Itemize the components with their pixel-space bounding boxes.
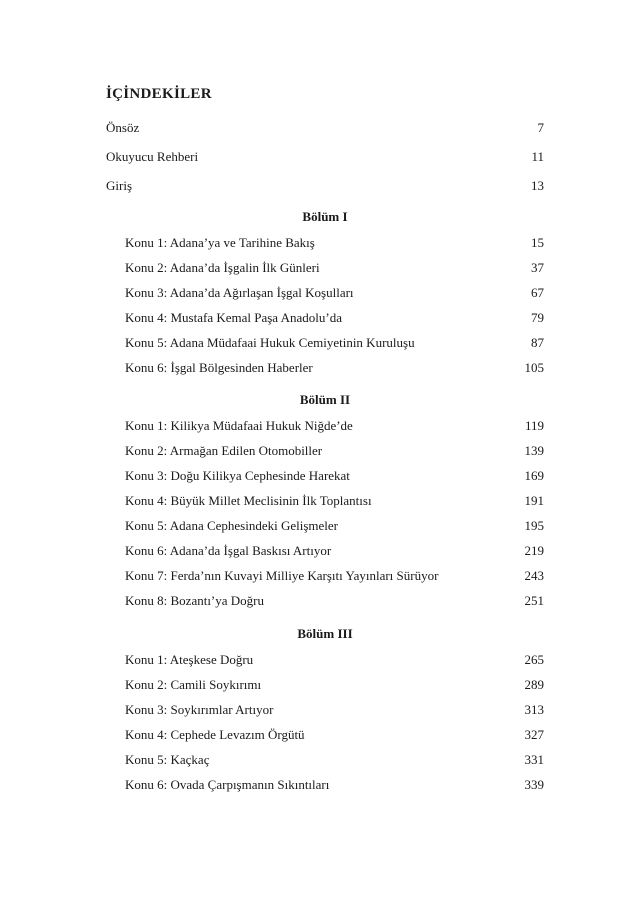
toc-entry-label: Konu 2: Camili Soykırımı bbox=[125, 677, 262, 692]
toc-entry-label: Konu 3: Doğu Kilikya Cephesinde Harekat bbox=[125, 468, 350, 483]
toc-entry[interactable] bbox=[125, 543, 544, 559]
toc-entry[interactable] bbox=[125, 310, 544, 326]
toc-entry-label: Konu 6: Adana’da İşgal Baskısı Artıyor bbox=[125, 543, 332, 558]
toc-entry-label: Konu 1: Kilikya Müdafaai Hukuk Niğde’de bbox=[125, 418, 353, 433]
toc-entry[interactable] bbox=[125, 443, 544, 459]
toc-entry-label: Konu 4: Mustafa Kemal Paşa Anadolu’da bbox=[125, 310, 342, 325]
toc-entry-page: 289 bbox=[524, 677, 544, 692]
toc-entry[interactable] bbox=[125, 493, 544, 509]
section-heading: Bölüm III bbox=[297, 626, 353, 641]
toc-entry-page: 169 bbox=[524, 468, 544, 483]
page-title: İÇİNDEKİLER bbox=[106, 86, 212, 102]
toc-entry-page: 105 bbox=[524, 360, 544, 375]
toc-entry-page: 15 bbox=[531, 235, 544, 250]
toc-entry[interactable] bbox=[125, 777, 544, 793]
toc-entry-label: Konu 4: Cephede Levazım Örgütü bbox=[125, 727, 305, 742]
toc-entry-label: Konu 2: Armağan Edilen Otomobiller bbox=[125, 443, 323, 458]
toc-entry-page: 13 bbox=[531, 178, 544, 193]
toc-entry[interactable] bbox=[125, 360, 544, 376]
toc-entry-label: Konu 5: Adana Cephesindeki Gelişmeler bbox=[125, 518, 339, 533]
toc-entry-label: Konu 5: Kaçkaç bbox=[125, 752, 210, 767]
toc-entry-page: 219 bbox=[524, 543, 544, 558]
toc-entry-page: 331 bbox=[524, 752, 544, 767]
toc-entry-page: 191 bbox=[524, 493, 544, 508]
toc-entry-label: Giriş bbox=[106, 178, 132, 193]
toc-entry[interactable] bbox=[125, 235, 544, 251]
toc-entry-label: Konu 4: Büyük Millet Meclisinin İlk Toplantısı bbox=[125, 493, 372, 508]
toc-entry-page: 37 bbox=[531, 260, 544, 275]
toc-entry[interactable] bbox=[125, 652, 544, 668]
toc-entry[interactable] bbox=[125, 727, 544, 743]
toc-entry-label: Konu 1: Adana’ya ve Tarihine Bakış bbox=[125, 235, 315, 250]
section-heading: Bölüm II bbox=[299, 392, 351, 407]
toc-entry-page: 327 bbox=[524, 727, 544, 742]
toc-entry-label: Konu 6: Ovada Çarpışmanın Sıkıntıları bbox=[125, 777, 330, 792]
toc-entry[interactable] bbox=[125, 418, 544, 434]
toc-entry[interactable] bbox=[106, 120, 544, 136]
toc-entry-page: 339 bbox=[524, 777, 544, 792]
toc-entry-page: 251 bbox=[524, 593, 544, 608]
toc-entry[interactable] bbox=[125, 677, 544, 693]
toc-entry-page: 265 bbox=[524, 652, 544, 667]
toc-entry-page: 243 bbox=[524, 568, 544, 583]
toc-entry-page: 11 bbox=[531, 149, 544, 164]
toc-entry-label: Konu 8: Bozantı’ya Doğru bbox=[125, 593, 265, 608]
toc-entry-page: 139 bbox=[524, 443, 544, 458]
toc-entry-page: 67 bbox=[531, 285, 544, 300]
toc-entry-page: 195 bbox=[524, 518, 544, 533]
toc-entry-label: Konu 2: Adana’da İşgalin İlk Günleri bbox=[125, 260, 320, 275]
toc-entry-label: Konu 7: Ferda’nın Kuvayi Milliye Karşıtı Yayınları Sürüyor bbox=[125, 568, 439, 583]
toc-entry-label: Önsöz bbox=[106, 120, 140, 135]
toc-entry[interactable] bbox=[125, 468, 544, 484]
toc-entry[interactable] bbox=[125, 285, 544, 301]
toc-entry[interactable] bbox=[125, 568, 544, 584]
toc-entry[interactable] bbox=[125, 702, 544, 718]
toc-entry[interactable] bbox=[125, 260, 544, 276]
toc-entry[interactable] bbox=[106, 178, 544, 194]
toc-entry-page: 119 bbox=[524, 418, 544, 433]
toc-entry[interactable] bbox=[106, 149, 544, 165]
toc-entry[interactable] bbox=[125, 518, 544, 534]
toc-entry-page: 313 bbox=[524, 702, 544, 717]
toc-entry[interactable] bbox=[125, 593, 544, 609]
toc-entry-label: Konu 3: Adana’da Ağırlaşan İşgal Koşulları bbox=[125, 285, 354, 300]
toc-entry-page: 79 bbox=[531, 310, 544, 325]
toc-entry-label: Konu 3: Soykırımlar Artıyor bbox=[125, 702, 274, 717]
toc-entry-label: Konu 1: Ateşkese Doğru bbox=[125, 652, 254, 667]
toc-entry[interactable] bbox=[125, 335, 544, 351]
toc-entry-page: 7 bbox=[537, 120, 544, 135]
toc-entry-label: Okuyucu Rehberi bbox=[106, 149, 199, 164]
toc-entry[interactable] bbox=[125, 752, 544, 768]
toc-entry-page: 87 bbox=[531, 335, 544, 350]
toc-entry-label: Konu 5: Adana Müdafaai Hukuk Cemiyetinin Kuruluşu bbox=[125, 335, 415, 350]
section-heading: Bölüm I bbox=[302, 209, 348, 224]
toc-entry-label: Konu 6: İşgal Bölgesinden Haberler bbox=[125, 360, 313, 375]
